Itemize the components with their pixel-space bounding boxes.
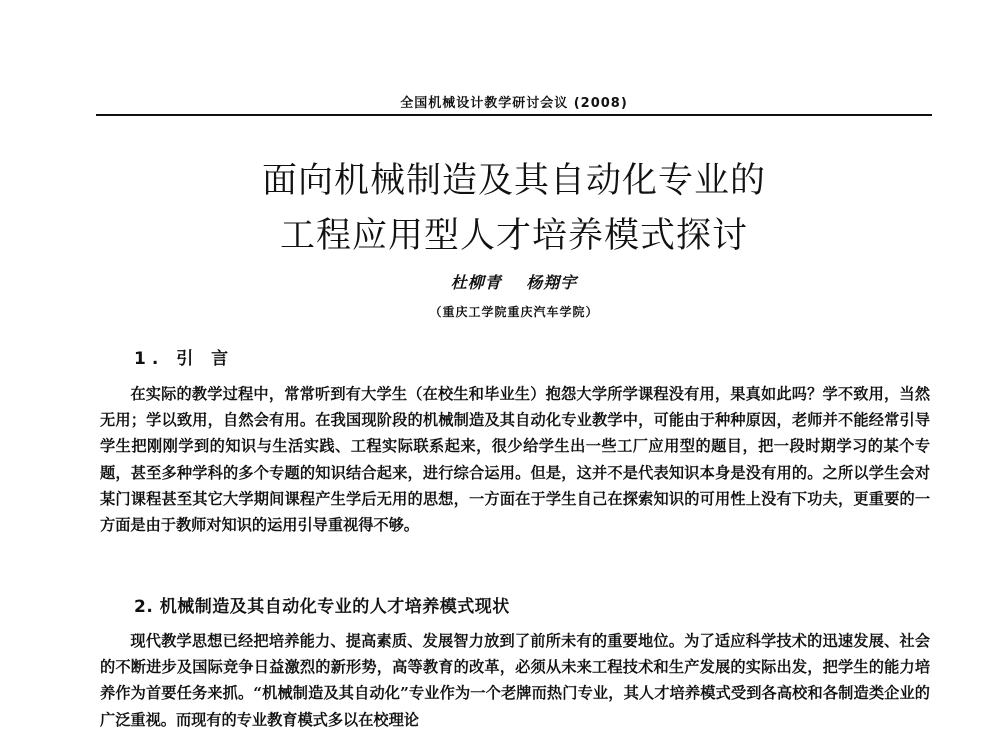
section-heading-training-status: 2. 机械制造及其自动化专业的人才培养模式现状 <box>134 597 510 617</box>
header-rule <box>96 114 932 116</box>
running-header: 全国机械设计教学研讨会议 (2008) <box>400 96 628 111</box>
paper-title-line-1: 面向机械制造及其自动化专业的 <box>261 161 766 201</box>
section-paragraph-training-status: 现代教学思想已经把培养能力、提高素质、发展智力放到了前所未有的重要地位。为了适应科学技术的迅速发展、社会的不断进步及国际竞争日益激烈的新形势，高等教育的改革，必须从未来工程技术和生产发展的实际出发，把学生的能力培养作为首要任务来抓。“机械制造及其自动化”专业作为一个老牌而热门专业，其人才培养模式受到各高校和各制造类企业的广泛重视。而现有的专业教育模式多以在校理论 <box>100 632 930 729</box>
section-paragraph-introduction: 在实际的教学过程中，常常听到有大学生（在校生和毕业生）抱怨大学所学课程没有用，果真如此吗？学不致用，当然无用；学以致用，自然会有用。在我国现阶段的机械制造及其自动化专业教学中，可能由于种种原因，老师并不能经常引导学生把刚刚学到的知识与生活实践、工程实际联系起来，很少给学生出一些工厂应用型的题目，把一段时期学习的某个专题，甚至多种学科的多个专题的知识结合起来，进行综合运用。但是，这并不是代表知识本身是没有用的。之所以学生会对某门课程甚至其它大学期间课程产生学后无用的思想，一方面在于学生自己在探索知识的可用性上没有下功夫，更重要的一方面是由于教师对知识的运用引导重视得不够。 <box>100 385 930 535</box>
paper-title-line-2: 工程应用型人才培养模式探讨 <box>279 216 748 256</box>
affiliation: （重庆工学院重庆汽车学院） <box>429 305 599 319</box>
authors: 杜柳青 杨翔宇 <box>450 273 578 292</box>
section-heading-introduction: 1. 引 言 <box>134 349 235 369</box>
